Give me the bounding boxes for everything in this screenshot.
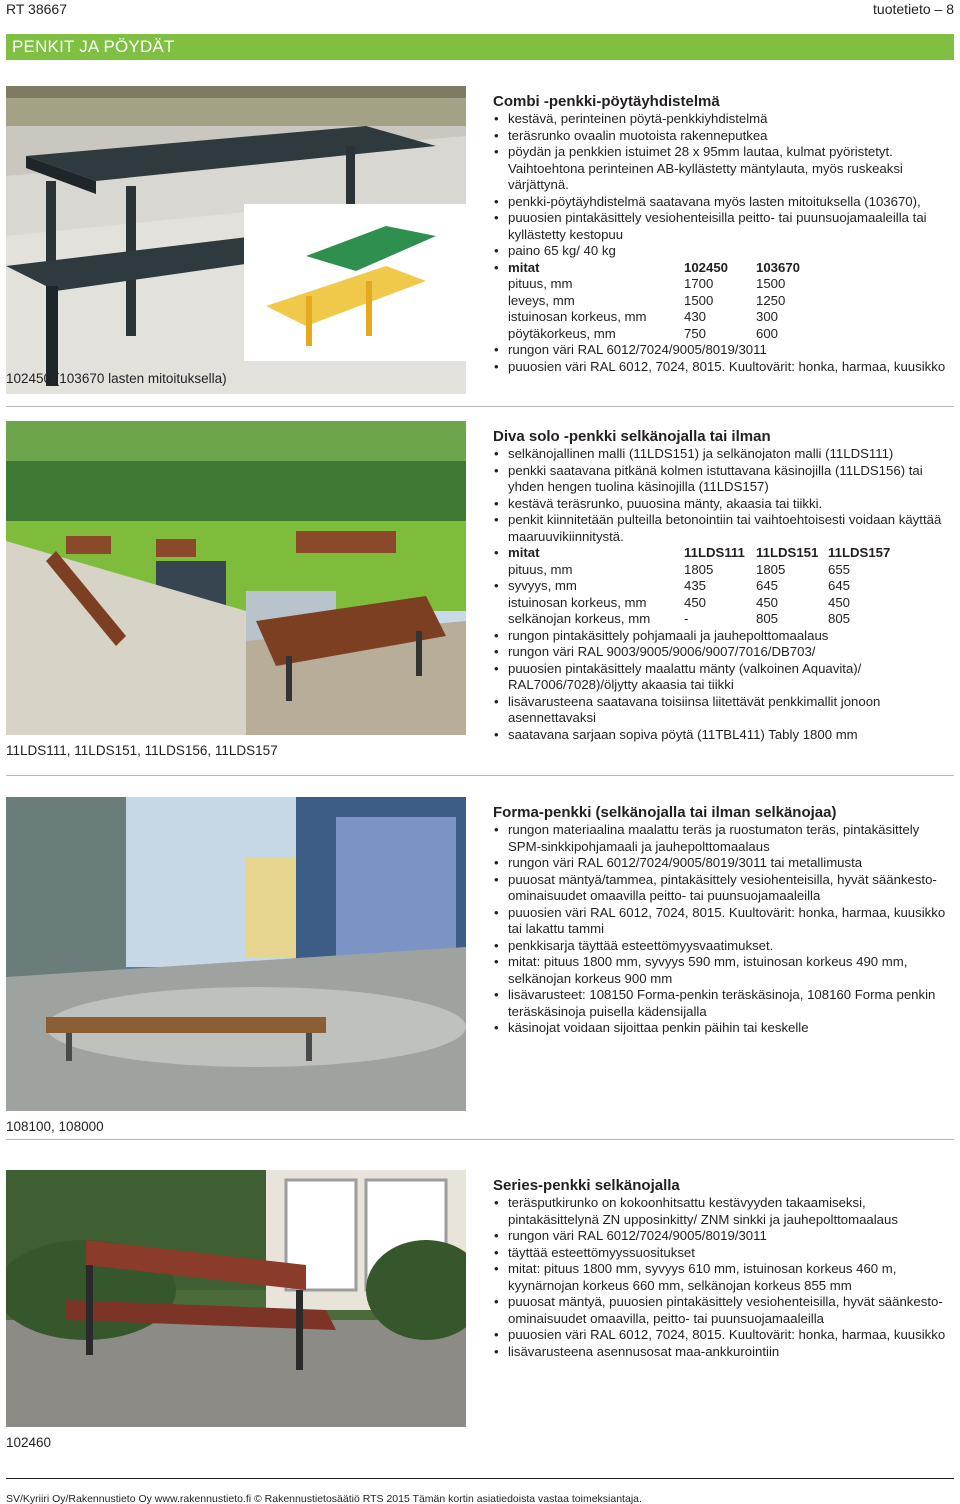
product-forma — [6, 797, 954, 1141]
table-header-cell: 11LDS111 — [684, 545, 745, 560]
list-item: • puuosat mäntyä, puuosien pintakäsittely vesiohenteisilla, hyvät säänkesto-ominaisuudet omaavilla, peitto- tai puunsuojamaaleilla — [493, 1294, 954, 1327]
page-number: tuotetieto – 8 — [873, 1, 954, 17]
list-item: • lisävarusteena saatavana toisiinsa liitettävät penkkimallit jonoon asennettavaksi — [493, 694, 954, 727]
table-cell: 600 — [756, 325, 779, 341]
list-item: • pöydän ja penkkien istuimet 28 x 95mm lautaa, kulmat pyöristetyt. Vaihtoehtona perinteinen AB-kyllästetty mäntylauta, myös ruskeaksi värjättynä. — [493, 144, 954, 194]
table-cell: selkänojan korkeus, mm — [508, 611, 651, 626]
list-item: • penkki-pöytäyhdistelmä saatavana myös lasten mitoituksella (103670), — [493, 194, 954, 211]
table-cell: 1500 — [756, 276, 786, 291]
product-caption: 108100, 108000 — [6, 1119, 104, 1134]
dimension-table-header — [493, 545, 954, 562]
dimension-table-header — [493, 260, 954, 277]
list-item: • rungon materiaalina maalattu teräs ja ruostumaton teräs, pintakäsittely SPM-sinkkipohjamaali ja jauhepolttomaalaus — [493, 822, 954, 855]
table-header-cell: • mitat — [508, 259, 540, 275]
table-row — [493, 309, 954, 326]
table-row — [493, 562, 954, 579]
product-diva-solo — [6, 421, 954, 779]
list-item: • käsinojat voidaan sijoittaa penkin päihin tai keskelle — [493, 1020, 954, 1037]
list-item: • täyttää esteettömyyssuositukset — [493, 1245, 954, 1262]
list-item: • paino 65 kg/ 40 kg — [493, 243, 954, 260]
document-code: RT 38667 — [6, 1, 67, 17]
list-item: • teräsrunko ovaalin muotoista rakenneputkea — [493, 128, 954, 145]
table-cell: 450 — [756, 594, 779, 610]
table-row — [493, 578, 954, 595]
product-photo-combi — [6, 86, 466, 394]
table-cell: leveys, mm — [508, 292, 575, 308]
table-header-cell: • mitat — [508, 545, 540, 560]
table-cell: 1805 — [756, 561, 786, 577]
table-cell: 805 — [756, 611, 779, 626]
section-divider — [6, 406, 954, 407]
list-item: • kestävä teräsrunko, puuosina mänty, akaasia tai tiikki. — [493, 496, 954, 513]
product-title: Diva solo -penkki selkänojalla tai ilman — [493, 428, 771, 445]
list-item: • rungon pintakäsittely pohjamaali ja jauhepolttomaalaus — [493, 628, 954, 645]
list-item: • puuosien pintakäsittely maalattu mänty (valkoinen Aquavita)/ RAL7006/7028)/öljytty akaasia tai tiikki — [493, 661, 954, 694]
section-divider — [6, 775, 954, 776]
table-cell: pöytäkorkeus, mm — [508, 325, 616, 341]
product-description — [493, 804, 954, 1037]
section-divider — [6, 1139, 954, 1140]
table-cell: 450 — [828, 594, 851, 610]
product-description — [493, 93, 954, 375]
table-header-cell: 103670 — [756, 259, 801, 275]
product-description — [493, 428, 954, 743]
table-cell: 750 — [684, 325, 707, 341]
list-item: • puuosien väri RAL 6012, 7024, 8015. Kuultovärit: honka, harmaa, kuusikko tai lakattu tammi — [493, 905, 954, 938]
page-footer: SV/Kyriiri Oy/Rakennustieto Oy www.rakennustieto.fi © Rakennustietosäätiö RTS 2015 Tämän kortin asiatiedoista vastaa toimeksiantaja. — [6, 1478, 954, 1504]
table-cell: 1500 — [684, 292, 714, 308]
list-item: • rungon väri RAL 6012/7024/9005/8019/3011 — [493, 342, 954, 359]
list-item: • puuosien väri RAL 6012, 7024, 8015. Kuultovärit: honka, harmaa, kuusikko — [493, 1327, 954, 1344]
table-cell: pituus, mm — [508, 561, 573, 577]
list-item: • saatavana sarjaan sopiva pöytä (11TBL411) Tably 1800 mm — [493, 727, 954, 744]
product-title: Combi -penkki-pöytäyhdistelmä — [493, 93, 720, 110]
table-cell: 430 — [684, 309, 707, 324]
list-item: • rungon väri RAL 6012/7024/9005/8019/3011 — [493, 1228, 954, 1245]
table-cell: pituus, mm — [508, 276, 573, 291]
table-cell: • syvyys, mm — [508, 578, 577, 593]
product-caption: 102460 — [6, 1435, 52, 1450]
product-caption: 11LDS111, 11LDS151, 11LDS156, 11LDS157 — [6, 743, 278, 758]
table-cell: 655 — [828, 561, 851, 577]
table-cell: 1700 — [684, 276, 714, 291]
list-item: • puuosat mäntyä/tammea, pintakäsittely vesiohenteisilla, hyvät säänkesto-ominaisuudet omaavilla peitto- tai puunsuojamaaleilla — [493, 872, 954, 905]
list-item: • kestävä, perinteinen pöytä-penkkiyhdistelmä — [493, 111, 954, 128]
table-row — [493, 595, 954, 612]
list-item: • penkkisarja täyttää esteettömyysvaatimukset. — [493, 938, 954, 955]
product-title: Forma-penkki (selkänojalla tai ilman selkänojaa) — [493, 804, 837, 821]
list-item: • lisävarusteet: 108150 Forma-penkin teräskäsinoja, 108160 Forma penkin teräskäsinoja puisella kädensijalla — [493, 987, 954, 1020]
table-cell: 645 — [756, 578, 779, 593]
table-cell: 300 — [756, 309, 779, 324]
table-row — [493, 276, 954, 293]
table-cell: istuinosan korkeus, mm — [508, 309, 647, 324]
table-header-cell: 11LDS151 — [756, 545, 819, 560]
list-item: • teräsputkirunko on kokoonhitsattu kestävyyden takaamiseksi, pintakäsittelynä ZN upposinkitty/ ZNM sinkki ja jauhepolttomaalaus — [493, 1195, 954, 1228]
table-header-cell: 11LDS157 — [828, 545, 891, 560]
product-combi — [6, 86, 954, 408]
section-title-bar: PENKIT JA PÖYDÄT — [6, 34, 954, 60]
page-header — [6, 0, 954, 20]
table-cell: - — [684, 611, 689, 626]
list-item: • lisävarusteena asennusosat maa-ankkurointiin — [493, 1344, 954, 1361]
product-caption: 102450 (103670 lasten mitoituksella) — [6, 371, 227, 386]
product-title: Series-penkki selkänojalla — [493, 1177, 680, 1194]
product-photo-forma — [6, 797, 466, 1111]
table-row — [493, 293, 954, 310]
list-item: • mitat: pituus 1800 mm, syvyys 610 mm, istuinosan korkeus 460 m, kyynärnojan korkeus 660 mm, selkänojan korkeus 855 mm — [493, 1261, 954, 1294]
product-description — [493, 1177, 954, 1360]
list-item: • penkit kiinnitetään pulteilla betonointiin tai vaihtoehtoisesti voidaan käyttää maaruuvikiinnitystä. — [493, 512, 954, 545]
product-photo-series — [6, 1170, 466, 1427]
list-item: • selkänojallinen malli (11LDS151) ja selkänojaton malli (11LDS111) — [493, 446, 954, 463]
list-item: • rungon väri RAL 9003/9005/9006/9007/7016/DB703/ — [493, 644, 954, 661]
table-row — [493, 611, 954, 628]
table-row — [493, 326, 954, 343]
table-cell: 1805 — [684, 561, 714, 577]
table-cell: 1250 — [756, 292, 786, 308]
list-item: • puuosien väri RAL 6012, 7024, 8015. Kuultovärit: honka, harmaa, kuusikko — [493, 359, 954, 376]
list-item: • penkki saatavana pitkänä kolmen istuttavana käsinojilla (11LDS156) tai yhden hengen tuolina käsinojilla (11LDS157) — [493, 463, 954, 496]
table-cell: 450 — [684, 594, 707, 610]
table-header-cell: 102450 — [684, 259, 729, 275]
table-cell: istuinosan korkeus, mm — [508, 594, 647, 610]
list-item: • rungon väri RAL 6012/7024/9005/8019/3011 tai metallimusta — [493, 855, 954, 872]
product-photo-diva-solo — [6, 421, 466, 735]
list-item: • mitat: pituus 1800 mm, syvyys 590 mm, istuinosan korkeus 490 mm, selkänojan korkeus 900 mm — [493, 954, 954, 987]
table-cell: 805 — [828, 611, 851, 626]
table-cell: 435 — [684, 578, 707, 593]
list-item: • puuosien pintakäsittely vesiohenteisilla peitto- tai puunsuojamaaleilla tai kyllästetty kestopuu — [493, 210, 954, 243]
table-cell: 645 — [828, 578, 851, 593]
product-series — [6, 1170, 954, 1460]
